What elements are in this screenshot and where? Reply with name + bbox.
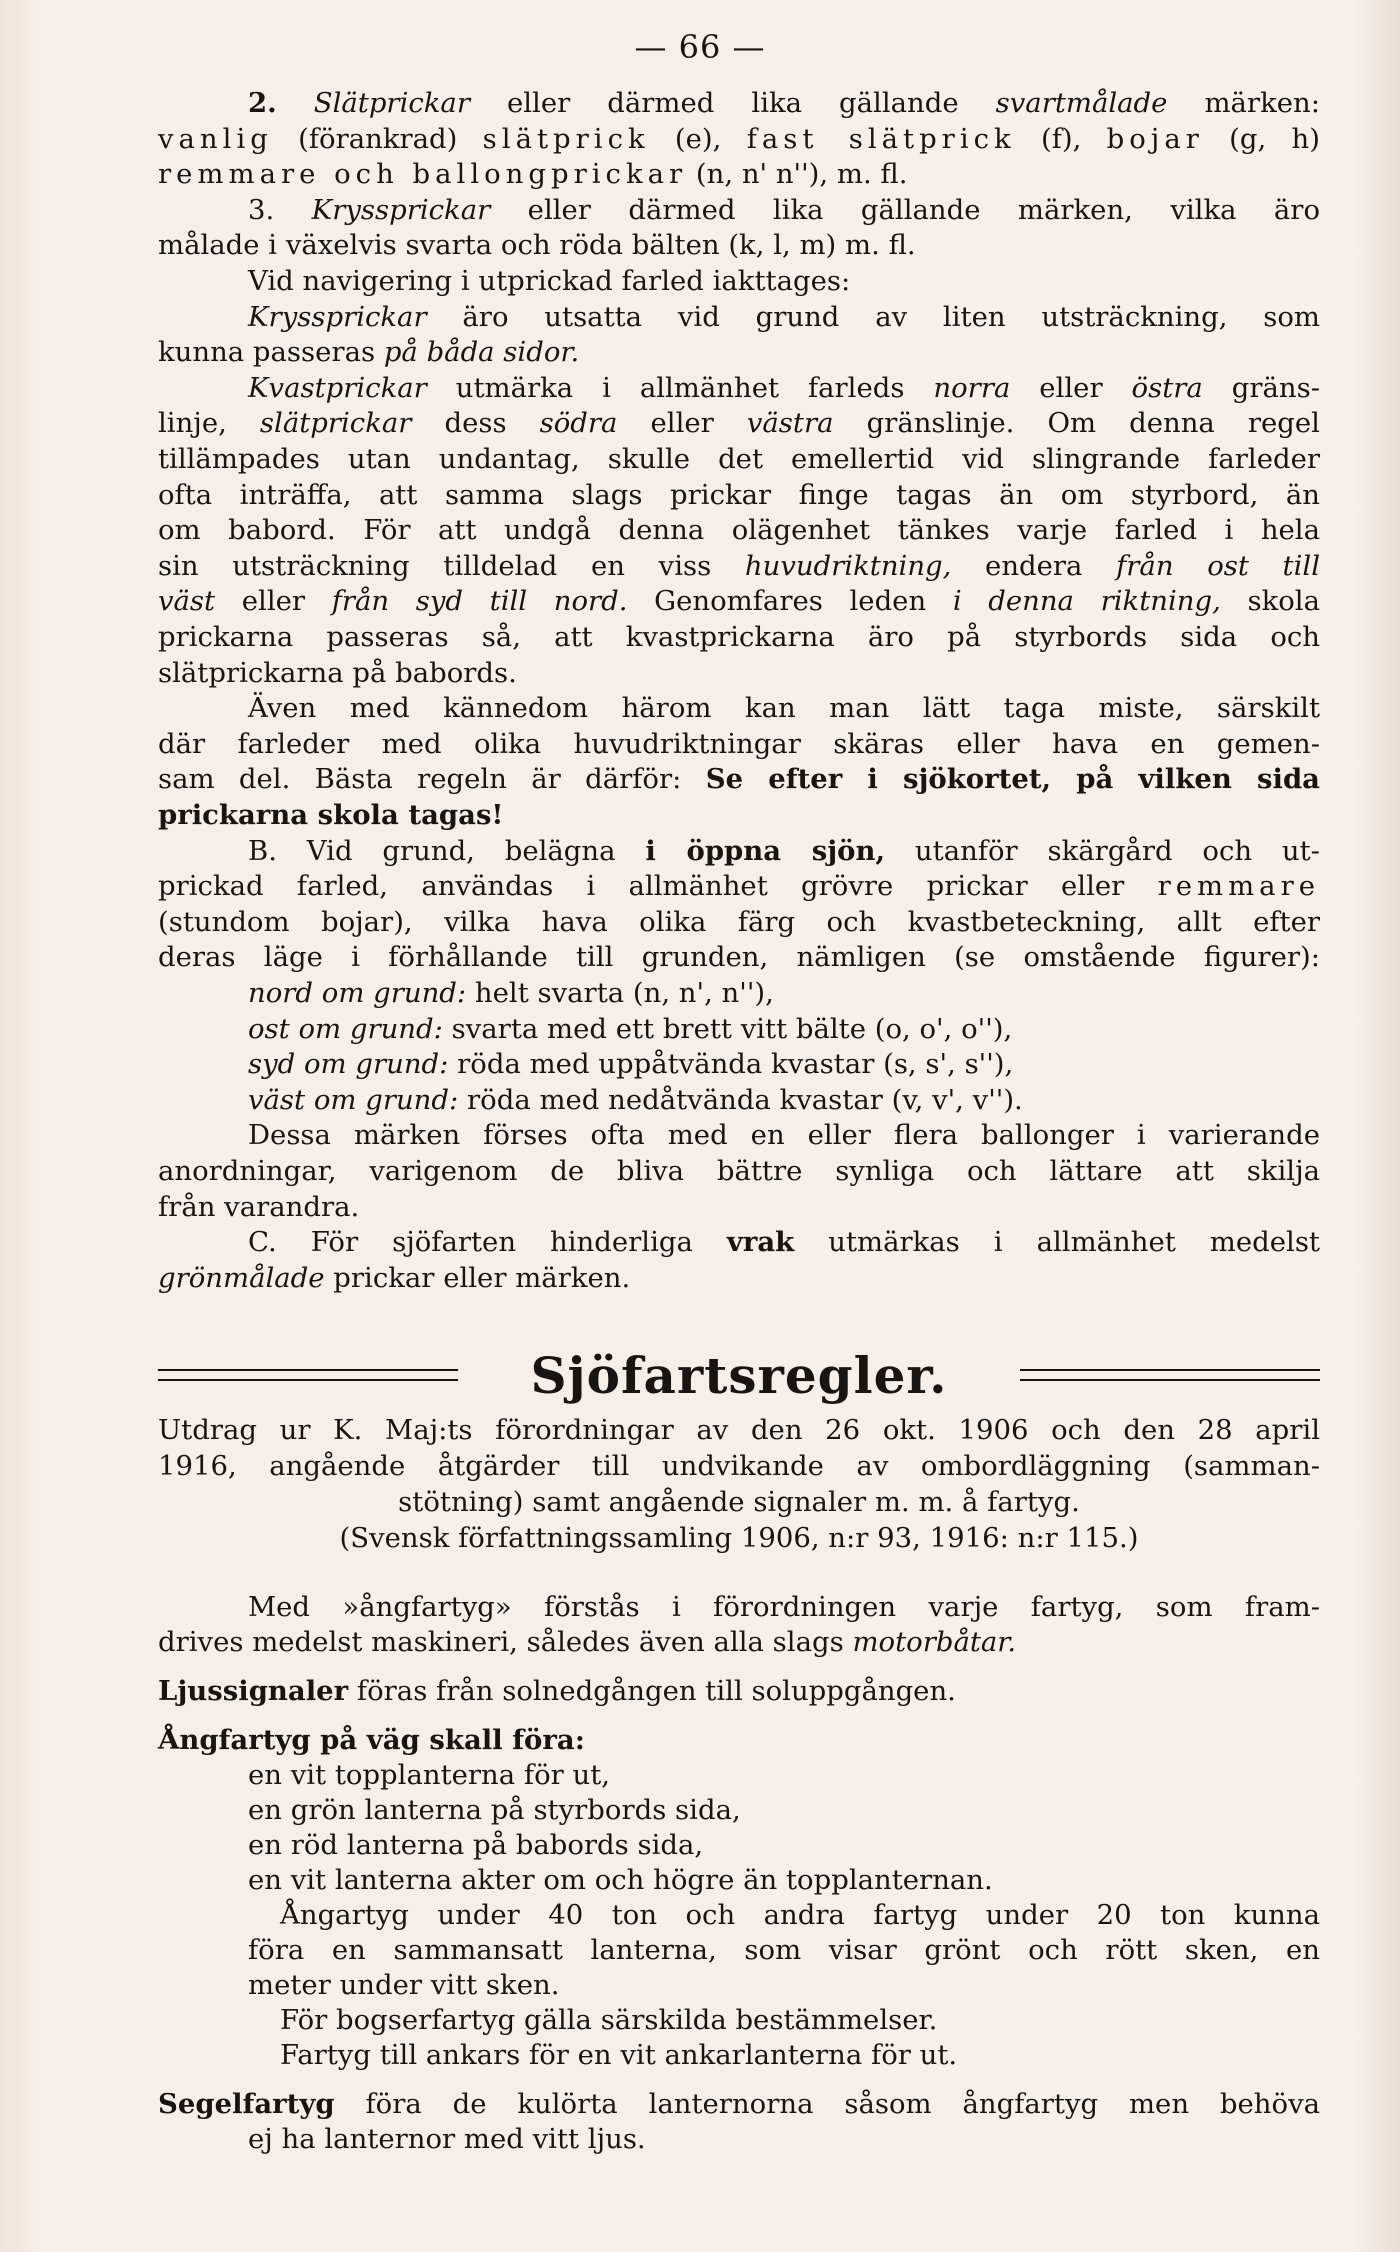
text-line: ofta inträffa, att samma slags prickar finge tagas än om styrbord, än	[158, 478, 1320, 511]
text-line: Kryssprickar äro utsatta vid grund av liten utsträckning, som	[248, 300, 1320, 333]
text-line: sam del. Bästa regeln är därför: Se efter i sjökortet, på vilken sida	[158, 763, 1320, 796]
text-line: föra en sammansatt lanterna, som visar grönt och rött sken, en	[248, 1934, 1320, 1966]
text-line: anordningar, varigenom de bliva bättre synliga och lättare att skilja	[158, 1155, 1320, 1187]
text-line: Ångartyg under 40 ton och andra fartyg under 20 ton kunna	[280, 1899, 1320, 1931]
text-line: prickarna passeras så, att kvastprickarna äro på styrbords sida och	[158, 621, 1320, 653]
text-line: Dessa märken förses ofta med en eller flera ballonger i varierande	[248, 1119, 1320, 1152]
text-line: meter under vitt sken.	[248, 1969, 560, 2001]
text-line: Utdrag ur K. Maj:ts förordningar av den 26 okt. 1906 och den 28 april	[158, 1414, 1320, 1446]
text-line: stötning) samt angående signaler m. m. å fartyg.	[398, 1486, 1080, 1518]
text-line: nord om grund: helt svarta (n, n', n''),	[248, 977, 774, 1009]
section-heading: Sjöfartsregler.	[530, 1345, 948, 1405]
text-line: prickarna skola tagas!	[158, 799, 504, 831]
text-line: Kvastprickar utmärka i allmänhet farleds norra eller östra gräns-	[248, 371, 1320, 404]
text-line: 3. Kryssprickar eller därmed lika gällande märken, vilka äro	[248, 193, 1321, 226]
text-line: där farleder med olika huvudriktningar skäras eller hava en gemen-	[158, 727, 1320, 760]
text-line: ej ha lanternor med vitt ljus.	[248, 2123, 646, 2155]
text-line: en röd lanterna på babords sida,	[248, 1829, 704, 1861]
text-line: tillämpades utan undantag, skulle det emellertid vid slingrande farleder	[158, 443, 1320, 475]
text-line: väst om grund: röda med nedåtvända kvastar (v, v', v'').	[248, 1083, 1023, 1116]
text-line: en vit topplanterna för ut,	[248, 1759, 611, 1791]
left-double-rule	[158, 1369, 458, 1381]
text-line: vanlig (förankrad) slätprick (e), fast slätprick (f), bojar (g, h)	[158, 122, 1320, 155]
text-line: slätprickarna på babords.	[158, 656, 517, 689]
text-line: prickad farled, användas i allmänhet grövre prickar eller remmare	[158, 870, 1320, 903]
text-line: 2. Slätprickar eller därmed lika gällande svartmålade märken:	[248, 87, 1320, 119]
text-line: väst eller från syd till nord. Genomfares leden i denna riktning, skola	[158, 585, 1320, 618]
text-line: C. För sjöfarten hinderliga vrak utmärkas i allmänhet medelst	[248, 1226, 1320, 1259]
text-line: För bogserfartyg gälla särskilda bestämmelser.	[280, 2004, 938, 2036]
text-line: en vit lanterna akter om och högre än topplanternan.	[248, 1864, 993, 1896]
text-line: en grön lanterna på styrbords sida,	[248, 1794, 741, 1826]
right-double-rule	[1020, 1369, 1320, 1381]
text-line: målade i växelvis svarta och röda bälten (k, l, m) m. fl.	[158, 229, 916, 262]
text-line: 1916, angående åtgärder till undvikande av ombordläggning (samman-	[158, 1450, 1320, 1482]
text-line: Vid navigering i utprickad farled iakttages:	[248, 265, 851, 297]
text-line: Segelfartyg föra de kulörta lanternorna såsom ångfartyg men behöva	[158, 2088, 1320, 2120]
text-line: ost om grund: svarta med ett brett vitt bälte (o, o', o''),	[248, 1012, 1013, 1045]
text-line: syd om grund: röda med uppåtvända kvastar (s, s', s''),	[248, 1048, 1014, 1081]
text-line: (stundom bojar), vilka hava olika färg och kvastbeteckning, allt efter	[158, 905, 1320, 938]
text-line: Ångfartyg på väg skall föra:	[158, 1724, 585, 1756]
text-line: remmare och ballongprickar (n, n' n''), m. fl.	[158, 158, 908, 191]
text-line: deras läge i förhållande till grunden, nämligen (se omstående figurer):	[158, 941, 1320, 974]
text-line: Med »ångfartyg» förstås i förordningen varje fartyg, som fram-	[248, 1591, 1320, 1623]
text-line: B. Vid grund, belägna i öppna sjön, utanför skärgård och ut-	[248, 834, 1320, 867]
text-line: (Svensk författningssamling 1906, n:r 93, 1916: n:r 115.)	[339, 1522, 1139, 1554]
text-line: Ljussignaler föras från solnedgången till soluppgången.	[158, 1675, 956, 1707]
section-heading-row	[158, 1345, 1320, 1405]
text-line: grönmålade prickar eller märken.	[158, 1261, 631, 1294]
page-number: — 66 —	[634, 28, 766, 66]
text-line: från varandra.	[158, 1190, 360, 1223]
text-line: Även med kännedom härom kan man lätt taga miste, särskilt	[248, 692, 1320, 725]
text-line: linje, slätprickar dess södra eller västra gränslinje. Om denna regel	[158, 407, 1320, 440]
text-line: sin utsträckning tilldelad en viss huvudriktning, endera från ost till	[158, 549, 1320, 582]
text-line: drives medelst maskineri, således även alla slags motorbåtar.	[158, 1626, 1017, 1658]
text-line: om babord. För att undgå denna olägenhet tänkes varje farled i hela	[158, 514, 1320, 547]
text-line: Fartyg till ankars för en vit ankarlanterna för ut.	[280, 2039, 958, 2071]
text-line: kunna passeras på båda sidor.	[158, 336, 580, 369]
